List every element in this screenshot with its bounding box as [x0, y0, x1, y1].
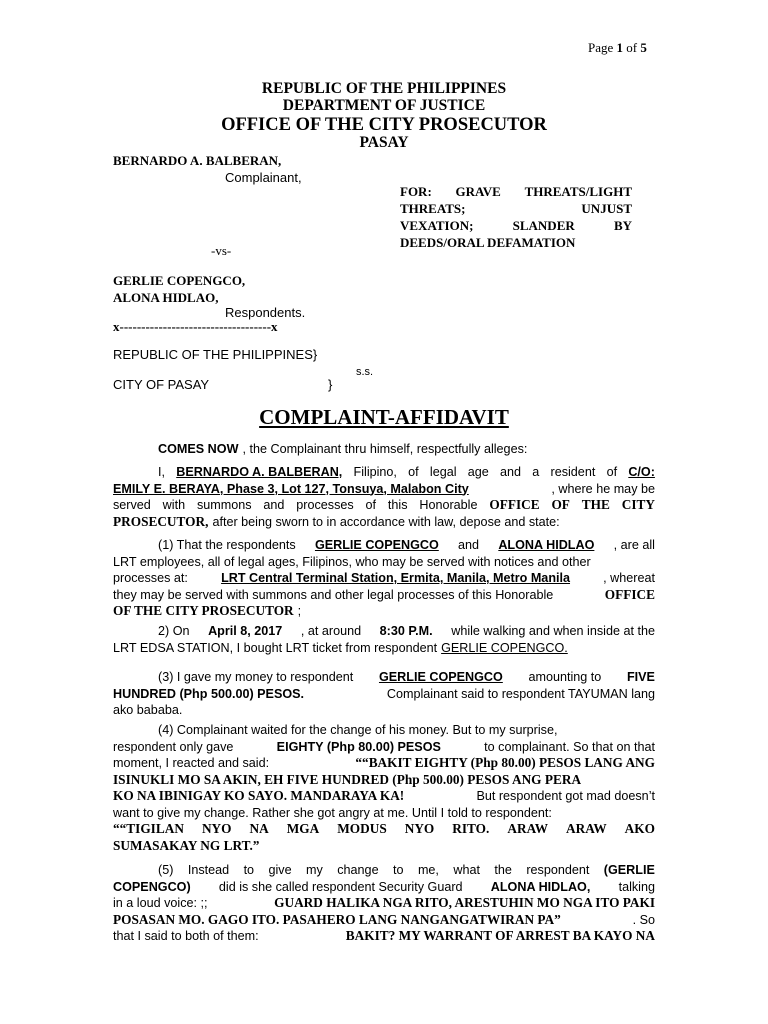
text-run: ALONA HIDLAO, [490, 879, 591, 894]
text-run: HUNDRED (Php 500.00) PESOS. [113, 686, 305, 701]
text-run: OFFICE [489, 497, 540, 512]
text-run: respondent [526, 863, 590, 877]
paragraph-line [113, 497, 655, 514]
text-run: did is she called respondent Security Guard [218, 879, 463, 894]
text-run: age [467, 465, 489, 479]
charges-word: BY [613, 218, 632, 233]
text-run: NYO [404, 821, 435, 836]
text-run: , where he may be [551, 481, 655, 496]
text-run: the [494, 863, 512, 877]
text-run: want to give my change. Rather she got angry at me. Until I told to respondent: [113, 805, 552, 820]
para-2 [113, 623, 655, 656]
text-run: OFFICE [604, 586, 655, 602]
page-current: 1 [616, 40, 624, 55]
text-run: OF [551, 497, 570, 512]
text-run: POSASAN MO. GAGO ITO. PASAHERO LANG NANGANGATWIRAN PA” [113, 911, 561, 927]
text-run: to [393, 863, 404, 877]
paragraph-line [113, 755, 655, 772]
text-run: ARAW [507, 821, 548, 836]
text-run: , whereat [603, 571, 655, 585]
text-run: EMILY E. BERAYA, Phase 3, Lot 127, Tonsuya, Malabon City [113, 481, 469, 496]
paragraph-line [113, 821, 655, 838]
paragraph-line [113, 464, 655, 481]
charges-block [400, 183, 632, 251]
text-run: LRT Central Terminal Station, Ermita, Manila, Metro Manila [221, 571, 571, 585]
text-run: summons [196, 498, 252, 512]
text-run: , are all [613, 538, 655, 552]
text-run: served [113, 498, 151, 512]
text-run: RITO. [452, 821, 490, 836]
versus-label: -vs- [211, 243, 232, 258]
text-run: . So [632, 912, 655, 927]
text-run: CITY [621, 497, 655, 512]
text-run: legal [429, 465, 457, 479]
text-run: ISINUKLI MO SA AKIN, EH FIVE HUNDRED (Php 500.00) PESOS ANG PERA [113, 771, 582, 787]
paragraph-line [113, 722, 655, 739]
text-run: to complainant. So that on that [484, 739, 655, 754]
text-run: that I said to both of them: [113, 929, 259, 943]
text-run: while walking and when inside at the [451, 624, 655, 638]
text-run: ““TIGILAN [113, 821, 184, 836]
text-run: this [387, 498, 408, 512]
paragraph-line [113, 912, 655, 929]
text-run: COPENGCO) [113, 879, 191, 894]
text-run: LRT employees, all of legal ages, Filipinos, who may be served with notices and other [113, 554, 591, 569]
text-run: GERLIE COPENGCO [314, 538, 439, 552]
text-run: , at around [300, 624, 362, 638]
paragraph-line [113, 739, 655, 756]
text-run: and [458, 538, 480, 552]
paragraph-line [113, 928, 655, 945]
text-run: after being sworn to in accordance with law, depose and state: [212, 514, 560, 529]
text-run: SUMASAKAY NG LRT.” [113, 837, 260, 853]
charges-line [400, 217, 632, 234]
text-run: processes at: [113, 571, 188, 585]
text-run: OF THE CITY PROSECUTOR [113, 603, 294, 618]
text-run: moment, I reacted and said: [113, 756, 270, 770]
page-number [588, 40, 647, 56]
text-run: of [365, 498, 377, 512]
text-run: ; [297, 604, 302, 618]
paragraph-line [113, 669, 655, 686]
text-run: talking [618, 879, 655, 894]
text-run: with [162, 498, 186, 512]
para-intro [113, 464, 655, 530]
text-run: what [453, 863, 480, 877]
text-run: GERLIE COPENGCO. [441, 640, 568, 655]
text-run: in a loud voice: ;; [113, 896, 208, 910]
text-run: respondent only gave [113, 739, 234, 754]
charges-line [400, 234, 632, 251]
text-run: change [337, 863, 379, 877]
paragraph-line [113, 570, 655, 587]
text-run: Instead [187, 863, 230, 877]
text-run: ARAW [566, 821, 607, 836]
venue-brace: } [328, 377, 333, 392]
text-run: THE [581, 497, 610, 512]
paragraph-line [113, 603, 655, 620]
respondent-1: GERLIE COPENGCO, [113, 273, 246, 288]
page-total: 5 [640, 40, 647, 55]
charges-word: GRAVE [455, 184, 501, 199]
venue-line-1: REPUBLIC OF THE PHILIPPINES} [113, 347, 318, 362]
text-run: GUARD HALIKA NGA RITO, ARESTUHIN MO NGA ITO PAKI [274, 895, 655, 910]
text-run: Filipino, [353, 465, 397, 479]
header-office: OFFICE OF THE CITY PROSECUTOR [221, 115, 547, 135]
text-run: AKO [624, 821, 655, 836]
complainant-name: BERNARDO A. BALBERAN, [113, 153, 282, 168]
paragraph-line [113, 537, 655, 554]
paragraph-line [113, 514, 655, 531]
paragraph-line [113, 481, 655, 498]
paragraph-line [113, 702, 655, 719]
paragraph-line [113, 805, 655, 822]
page-of: of [623, 40, 641, 55]
paragraph-line [113, 640, 655, 657]
text-run: and [263, 498, 285, 512]
paragraph-line [113, 895, 655, 912]
paragraph-line [113, 788, 655, 805]
paragraph-line [113, 554, 655, 571]
text-run: I, [158, 465, 165, 479]
text-run: (4) Complainant waited for the change of his money. But to my surprise, [158, 723, 558, 737]
charges-word: SLANDER [512, 218, 575, 233]
text-run: MGA [286, 821, 320, 836]
complainant-role: Complainant, [225, 170, 302, 185]
text-run: FIVE [626, 670, 655, 684]
paragraph-line [113, 772, 655, 789]
charges-word: DEEDS/ORAL DEFAMATION [400, 235, 576, 250]
text-run: Honorable [419, 498, 478, 512]
text-run: and [500, 465, 522, 479]
text-run: April 8, 2017 [208, 624, 283, 638]
respondent-2: ALONA HIDLAO, [113, 290, 219, 305]
caption-separator: x-----------------------------------x [113, 319, 278, 334]
paragraph-line [113, 587, 655, 604]
charges-word: VEXATION; [400, 218, 474, 233]
text-run: Complainant said to respondent TAYUMAN lang [386, 686, 655, 701]
header-republic: REPUBLIC OF THE PHILIPPINES [261, 80, 507, 97]
text-run: of [408, 465, 419, 479]
document-title: COMPLAINT-AFFIDAVIT [259, 405, 509, 429]
text-run: (3) I gave my money to respondent [158, 670, 354, 684]
text-run: GERLIE COPENGCO [378, 670, 503, 684]
text-run: of [606, 465, 618, 479]
venue-ss: s.s. [356, 366, 374, 378]
para-3 [113, 669, 655, 719]
text-run: processes [296, 498, 354, 512]
respondent-role: Respondents. [225, 305, 306, 320]
paragraph-line [113, 862, 655, 879]
charges-word: THREATS; [400, 201, 466, 216]
text-run: give [268, 863, 292, 877]
text-run: (1) That the respondents [158, 538, 296, 552]
text-run: EIGHTY (Php 80.00) PESOS [276, 739, 441, 754]
text-run: C/O: [628, 465, 655, 479]
text-run: (5) [158, 863, 174, 877]
paragraph-line [113, 686, 655, 703]
text-run: PROSECUTOR, [113, 513, 209, 529]
venue-line-2: CITY OF PASAY [113, 377, 210, 392]
text-run: KO NA IBINIGAY KO SAYO. MANDARAYA KA! [113, 788, 405, 803]
text-run: ako bababa. [113, 703, 183, 717]
paragraph-line [113, 623, 655, 640]
text-run: MODUS [337, 821, 387, 836]
charges-word: FOR: [400, 184, 432, 199]
page-prefix: Page [588, 40, 617, 55]
text-run: my [306, 863, 323, 877]
text-run: 2) On [158, 624, 190, 638]
text-run: LRT EDSA STATION, I bought LRT ticket from respondent [113, 640, 438, 655]
para-5 [113, 862, 655, 945]
text-run: ““BAKIT EIGHTY (Php 80.00) PESOS LANG ANG [355, 755, 655, 770]
para-comes-now [113, 441, 655, 458]
text-run: NA [249, 821, 269, 836]
text-run: ALONA HIDLAO [498, 538, 595, 552]
header-department: DEPARTMENT OF JUSTICE [282, 97, 486, 114]
text-run: they may be served with summons and other legal processes of this Honorable [113, 587, 554, 602]
charges-word: THREATS/LIGHT [524, 184, 632, 199]
header-city: PASAY [359, 134, 409, 151]
text-run: BAKIT? MY WARRANT OF ARREST BA KAYO NA [345, 928, 655, 943]
text-run: 8:30 P.M. [379, 624, 433, 638]
text-run: to [243, 863, 255, 877]
paragraph-line [113, 441, 655, 458]
text-run: amounting to [528, 670, 602, 684]
text-run: BERNARDO A. BALBERAN, [176, 465, 343, 479]
text-run: a [532, 465, 540, 479]
para-1 [113, 537, 655, 620]
text-run: me, [417, 863, 439, 877]
text-run: , the Complainant thru himself, respectfully alleges: [242, 442, 528, 456]
text-run: (GERLIE [603, 863, 655, 877]
charges-word: UNJUST [581, 201, 632, 216]
text-run: NYO [201, 821, 232, 836]
text-run: resident [550, 465, 596, 479]
text-run: But respondent got mad doesn’t [476, 789, 655, 803]
charges-line [400, 200, 632, 217]
paragraph-line [113, 838, 655, 855]
paragraph-line [113, 879, 655, 896]
charges-line [400, 183, 632, 200]
para-4 [113, 722, 655, 854]
text-run: COMES NOW [158, 442, 239, 456]
